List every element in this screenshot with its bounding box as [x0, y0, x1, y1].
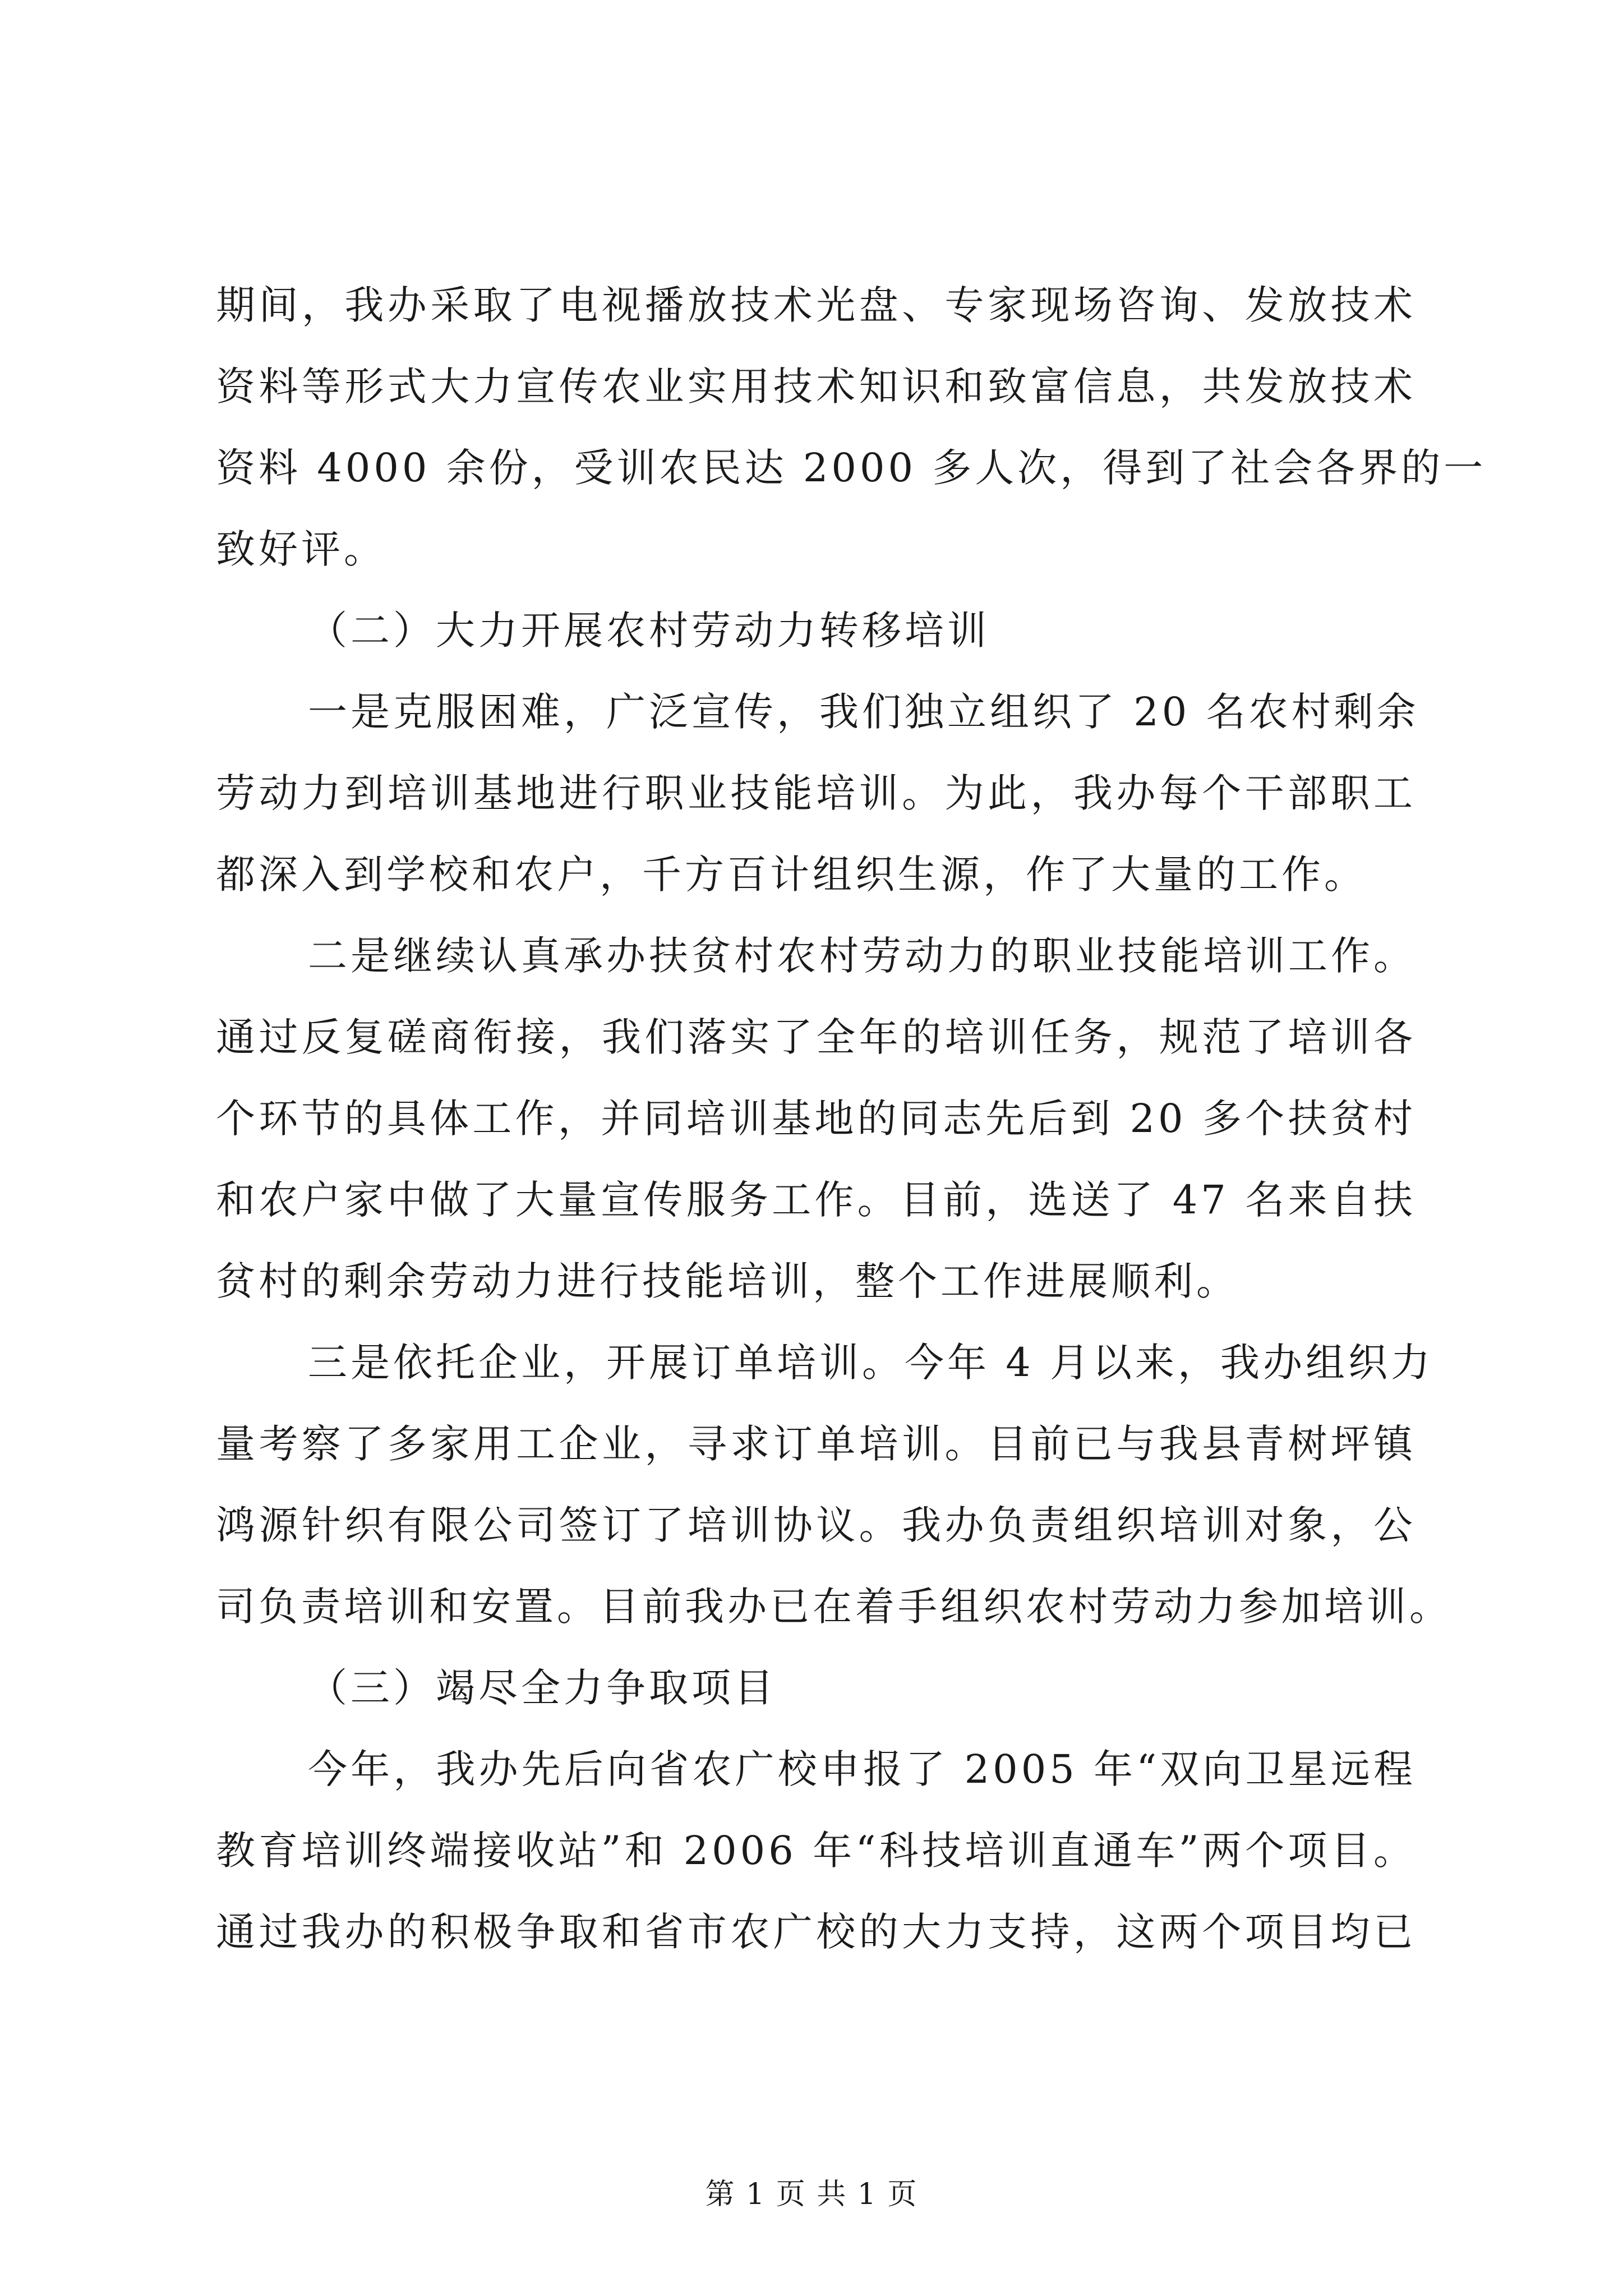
body-text-line: 个环节的具体工作，并同培训基地的同志先后到 20 多个扶贫村	[216, 1096, 1416, 1142]
paragraph-first-line: 今年，我办先后向省农广校申报了 2005 年“双向卫星远程	[308, 1746, 1416, 1792]
body-text-line: 致好评。	[216, 526, 386, 572]
paragraph-first-line: 一是克服困难，广泛宣传，我们独立组织了 20 名农村剩余	[308, 689, 1419, 735]
body-text-line: 都深入到学校和农户，千方百计组织生源，作了大量的工作。	[216, 852, 1367, 898]
body-text-line: 资料 4000 余份，受训农民达 2000 多人次，得到了社会各界的一	[216, 445, 1487, 491]
body-text-line: 司负责培训和安置。目前我办已在着手组织农村劳动力参加培训。	[216, 1584, 1452, 1630]
body-text-line: 通过我办的积极争取和省市农广校的大力支持，这两个项目均已	[216, 1909, 1416, 1955]
page-footer: 第 1 页 共 1 页	[705, 2178, 918, 2211]
body-text-line: 资料等形式大力宣传农业实用技术知识和致富信息，共发放技术	[216, 364, 1416, 409]
section-heading: （三）竭尽全力争取项目	[308, 1665, 777, 1711]
body-text-line: 量考察了多家用工企业，寻求订单培训。目前已与我县青树坪镇	[216, 1421, 1416, 1467]
body-text-line: 教育培训终端接收站”和 2006 年“科技培训直通车”两个项目。	[216, 1828, 1416, 1874]
body-text-line: 通过反复磋商衔接，我们落实了全年的培训任务，规范了培训各	[216, 1014, 1416, 1060]
body-text-line: 鸿源针织有限公司签订了培训协议。我办负责组织培训对象，公	[216, 1502, 1416, 1548]
body-text-line: 和农户家中做了大量宣传服务工作。目前，选送了 47 名来自扶	[216, 1177, 1416, 1223]
body-text-line: 期间，我办采取了电视播放技术光盘、专家现场咨询、发放技术	[216, 282, 1416, 328]
body-text-line: 劳动力到培训基地进行职业技能培训。为此，我办每个干部职工	[216, 770, 1416, 816]
section-heading: （二）大力开展农村劳动力转移培训	[308, 608, 990, 654]
paragraph-first-line: 三是依托企业，开展订单培训。今年 4 月以来，我办组织力	[308, 1340, 1434, 1386]
body-text-line: 贫村的剩余劳动力进行技能培训，整个工作进展顺利。	[216, 1258, 1239, 1304]
paragraph-first-line: 二是继续认真承办扶贫村农村劳动力的职业技能培训工作。	[308, 933, 1416, 979]
